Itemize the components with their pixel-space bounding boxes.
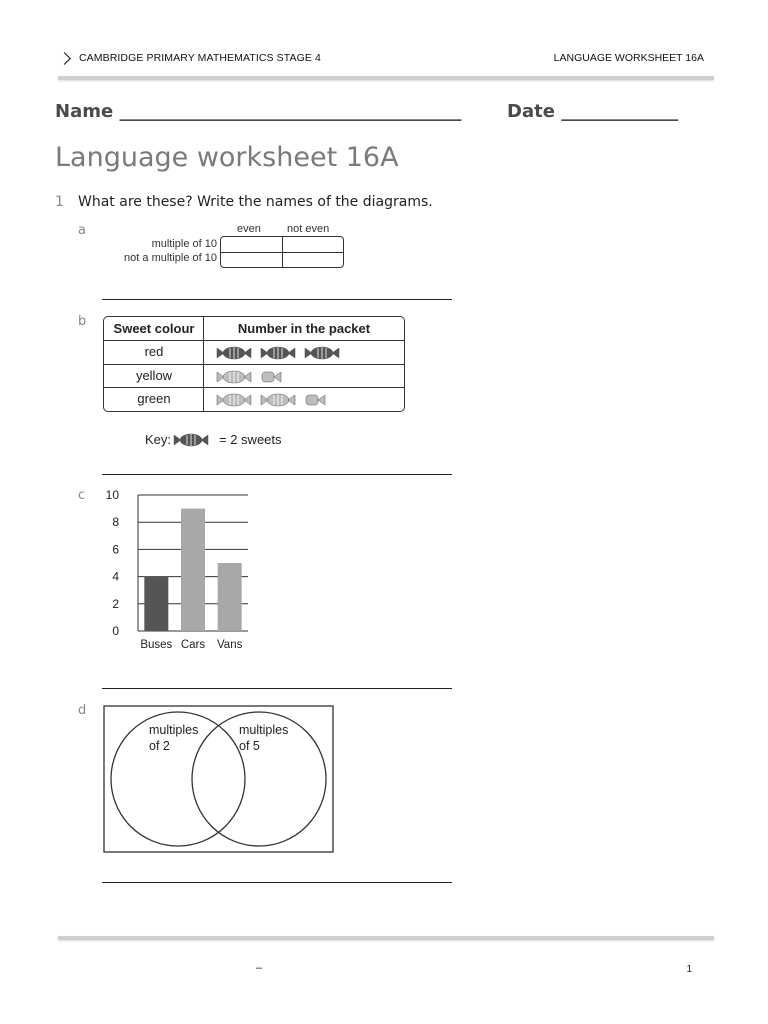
pictogram-header-count: Number in the packet (237, 321, 371, 336)
chevron-right-icon (58, 52, 71, 65)
name-field (55, 101, 461, 122)
y-tick-label: 0 (112, 624, 119, 638)
running-header-right: LANGUAGE WORKSHEET 16A (553, 52, 704, 64)
worksheet-title: Language worksheet 16A (55, 142, 399, 173)
answer-line-a[interactable] (102, 299, 452, 300)
name-blank: ______________________________________ (119, 101, 462, 122)
pictogram-row-red: red (144, 344, 164, 359)
bar-cars (181, 509, 205, 631)
y-tick-label: 2 (112, 596, 119, 611)
pictogram-key (145, 431, 282, 448)
sweet-icon (260, 345, 296, 361)
sweet-icon (216, 345, 252, 361)
x-tick-label: Cars (180, 639, 206, 651)
sweet-icon (304, 345, 340, 361)
part-d-label: d (78, 703, 87, 718)
y-tick-label: 8 (112, 515, 119, 530)
y-tick-label: 6 (112, 542, 119, 557)
question-text: What are these? Write the names of the diagrams. (78, 194, 433, 210)
sweet-icon (216, 392, 252, 408)
x-tick-label: Vans (216, 639, 243, 651)
x-tick-label: Buses (140, 639, 173, 651)
venn-label-b1: multiples (239, 723, 289, 737)
bar-buses (144, 577, 168, 631)
sweet-icons-yellow (216, 368, 290, 384)
sweet-icon (260, 392, 296, 408)
sweet-icon (216, 369, 252, 385)
date-label: Date (507, 101, 555, 122)
series-title: CAMBRIDGE PRIMARY MATHEMATICS STAGE 4 (79, 52, 321, 64)
pictogram-row-yellow: yellow (135, 368, 173, 383)
part-a-label: a (78, 223, 86, 238)
sweet-icon (173, 431, 217, 448)
key-label: Key: (145, 431, 172, 447)
answer-line-c[interactable] (102, 688, 452, 689)
carroll-col-even: even (237, 223, 261, 235)
answer-line-b[interactable] (102, 474, 452, 475)
name-label: Name (55, 101, 114, 122)
venn-label-a2: of 2 (149, 739, 170, 753)
bar-vans (218, 563, 242, 631)
y-tick-label: 4 (112, 569, 119, 584)
venn-label-b2: of 5 (239, 739, 260, 753)
part-b-label: b (78, 314, 87, 329)
bar-chart (100, 485, 260, 660)
carroll-row-not-multiple: not a multiple of 10 (124, 252, 217, 264)
carroll-row-multiple: multiple of 10 (151, 238, 217, 250)
question-number: 1 (55, 194, 64, 210)
date-blank: _____________ (561, 101, 679, 122)
venn-label-a1: multiples (149, 723, 199, 737)
sweet-icon (260, 369, 282, 385)
key-value: = 2 sweets (219, 431, 282, 447)
venn-diagram (103, 705, 335, 854)
carroll-divider-horizontal (221, 252, 343, 253)
y-tick-label: 10 (105, 488, 119, 502)
pictogram-row-green: green (137, 391, 171, 406)
pictogram-header-colour: Sweet colour (113, 321, 195, 336)
carroll-col-not-even: not even (287, 223, 330, 235)
header-rule (58, 76, 714, 80)
part-c-label: c (78, 488, 86, 503)
date-field (507, 101, 678, 122)
sweet-icons-red (216, 344, 348, 360)
sweet-icons-green (216, 391, 334, 407)
footer-dash: – (256, 962, 263, 974)
venn-universal-set (104, 706, 333, 852)
running-header-left (60, 52, 321, 64)
page-number: 1 (686, 964, 692, 975)
pictogram-table (103, 316, 405, 412)
footer-rule (58, 936, 714, 940)
sweet-icon (173, 432, 209, 448)
sweet-icon (304, 392, 326, 408)
answer-line-d[interactable] (102, 882, 452, 883)
carroll-diagram (220, 236, 344, 268)
